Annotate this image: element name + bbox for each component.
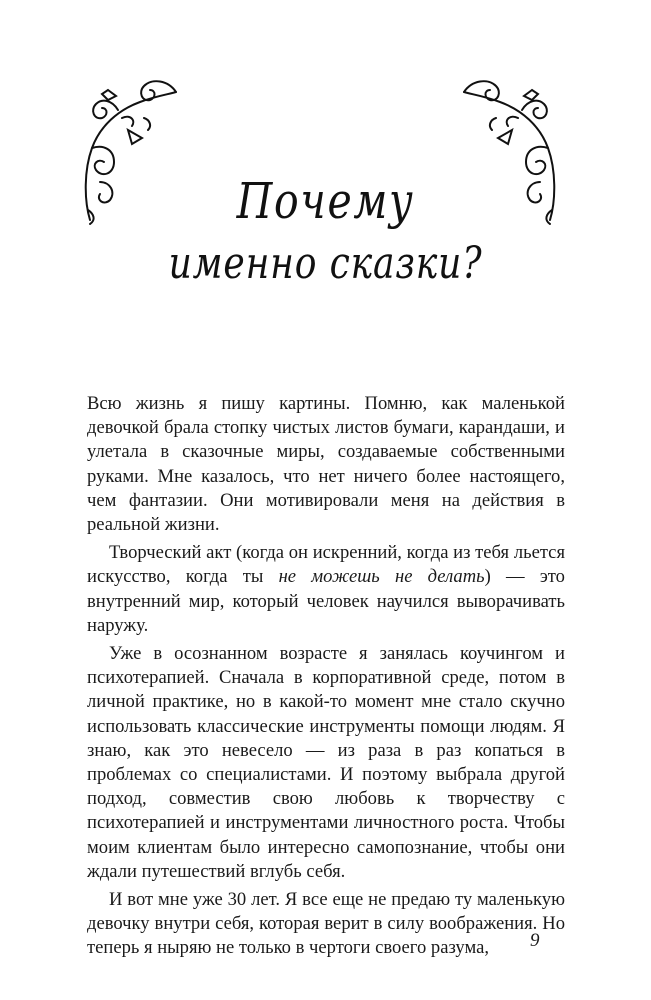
paragraph-2 xyxy=(87,541,565,638)
paragraph-1-text: Всю жизнь я пишу картины. Помню, как маленькой девочкой брала стопку чистых листов бумаги, карандаши, и улетала в сказочные миры, создаваемые собственными руками. Мне казалось, что нет ничего более настоящего, чем фантазии. Они мотивировали меня на действия в реальной жизни. xyxy=(87,393,565,536)
paragraph-2-text-end: ) — это внутренний мир, который человек научился выворачивать наружу. xyxy=(87,566,565,636)
paragraph-4-text: И вот мне уже 30 лет. Я все еще не предаю ту маленькую девочку внутри себя, которая верит в силу воображения. Но теперь я ныряю не только в чертоги своего разума, xyxy=(87,889,565,959)
paragraph-1 xyxy=(87,392,565,537)
chapter-title-line-2: именно сказки? xyxy=(168,238,483,289)
body-text xyxy=(87,392,565,965)
paragraph-4 xyxy=(87,888,565,961)
paragraph-3-text: Уже в осознанном возрасте я занялась коучингом и психотерапией. Сначала в корпоративной среде, потом в личной практике, но в какой-то момент мне стало скучно использовать классические инструменты помощи людям. Я знаю, как это невесело — из раза в раз копаться в проблемах со специалистами. И поэтому выбрала другой подход, совместив свою любовь к творчеству с психотерапией и инструментами личностного роста. Чтобы моим клиентам было интересно самопознание, чтобы они ждали путешествий вглубь себя. xyxy=(87,643,565,882)
paragraph-2-emphasis: не можешь не делать xyxy=(278,566,485,588)
paragraph-3 xyxy=(87,642,565,884)
chapter-title-line-1: Почему xyxy=(236,172,415,230)
paragraph-2-text-start: Творческий акт (когда он искренний, когда из тебя льется искусство, когда ты xyxy=(87,542,565,588)
page-number: 9 xyxy=(530,930,540,951)
